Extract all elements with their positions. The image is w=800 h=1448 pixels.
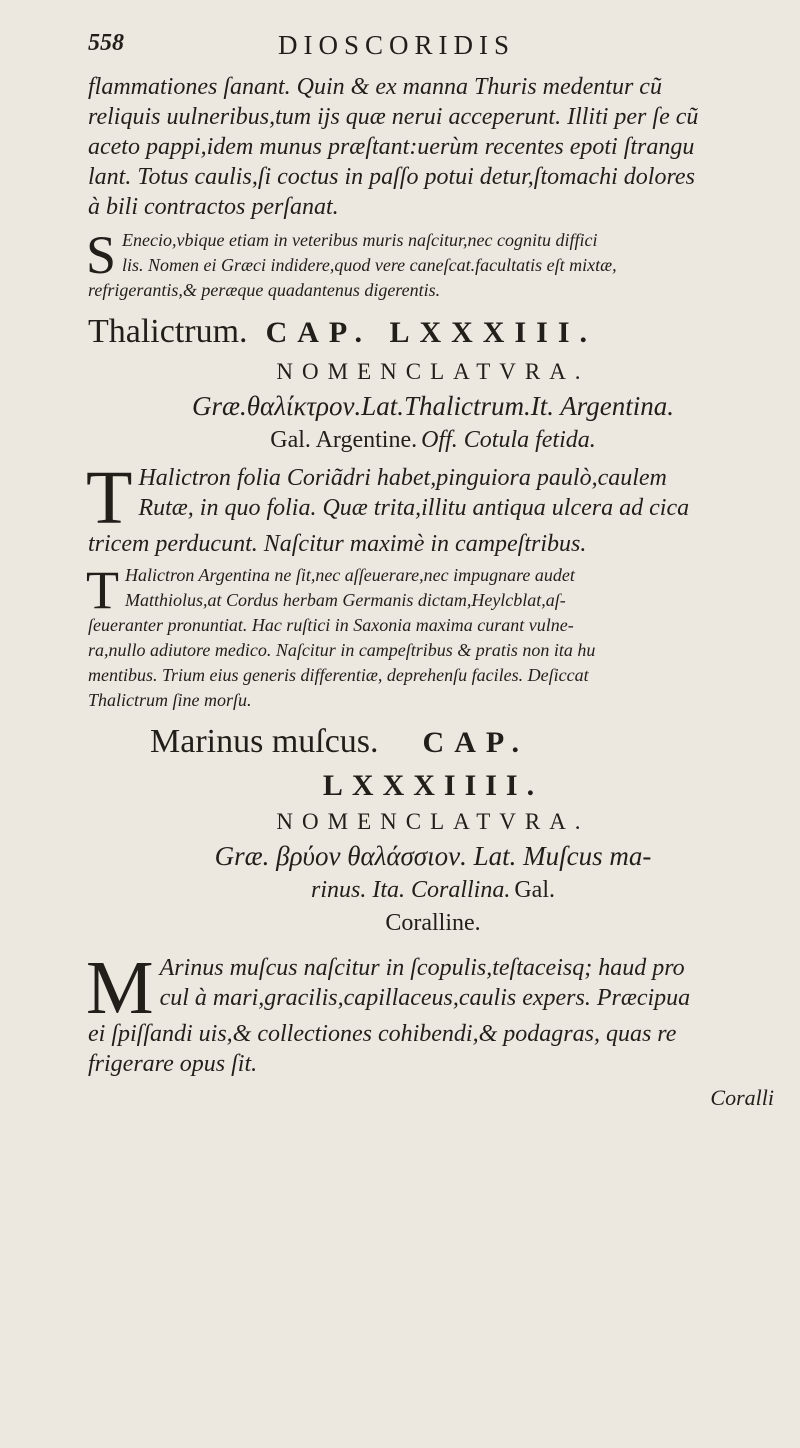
nomenclatura-heading: NOMENCLATVRA. <box>276 809 590 834</box>
text-line: lis. Nomen ei Græci indidere,quod vere caneſcat.facultatis eſt mixtæ, <box>122 255 617 275</box>
chapter-number: CAP. <box>422 726 529 759</box>
text-line: refrigerantis,& peræque quadantenus digerentis. <box>88 280 441 300</box>
paragraph-flammationes <box>88 72 778 222</box>
page-header <box>88 30 768 70</box>
text-line: Matthiolus,at Cordus herbam Germanis dictam,Heylcblat,aſ- <box>125 590 566 610</box>
synonyms-line <box>88 873 778 907</box>
text-line: tricem perducunt. Naſcitur maximè in campeſtribus. <box>88 531 587 557</box>
text-line: à bili contractos perſanat. <box>88 194 339 220</box>
page-number: 558 <box>88 30 124 56</box>
text-line: Rutæ, in quo folia. Quæ trita,illitu antiqua ulcera ad cica <box>138 495 690 521</box>
text-line: frigerare opus ſit. <box>88 1051 258 1077</box>
text-line: ei ſpiſſandi uis,& collectiones cohibendi,& podagras, quas re <box>88 1021 677 1047</box>
catchword: Coralli <box>710 1085 774 1110</box>
paragraph-senecio <box>86 225 778 303</box>
text-line: Thalictrum ſine morſu. <box>88 690 252 710</box>
drop-cap: M <box>86 946 154 1030</box>
text-line: aceto pappi,idem munus præſtant:uerùm recentes epoti ſtrangu <box>88 134 695 160</box>
text-line: reliquis uulneribus,tum ijs quæ nerui acceperunt. Illiti per ſe cũ <box>88 104 699 130</box>
running-head: DIOSCORIDIS <box>278 30 516 60</box>
text-line: Halictron folia Coriãdri habet,pinguiora paulò,caulem <box>138 465 667 491</box>
synonyms-line: Græ. βρύον θαλάσσιον. Lat. Muſcus ma- <box>214 841 652 871</box>
chapter-heading-thalictrum <box>88 313 778 351</box>
synonym-roman: Gal. Argentine. <box>270 427 418 453</box>
text-line: flammationes ſanant. Quin & ex manna Thuris medentur cũ <box>88 74 662 100</box>
synonym-italic: Off. Cotula fetida. <box>421 427 596 453</box>
text-line: Enecio,vbique etiam in veteribus muris naſcitur,nec cognitu diffici <box>122 230 598 250</box>
text-line: ra,nullo adiutore medico. Naſcitur in campeſtribus & pratis non ita hu <box>88 640 596 660</box>
synonyms-line: Græ.θαλίκτρον.Lat.Thalictrum.It. Argentina. <box>192 391 674 421</box>
drop-cap: T <box>86 456 133 540</box>
commentary-thalictrum <box>86 560 778 713</box>
chapter-heading-muscus <box>88 723 778 761</box>
body-text <box>88 72 778 1111</box>
drop-cap: T <box>86 560 119 620</box>
drop-cap: S <box>86 225 117 285</box>
text-line: Arinus muſcus naſcitur in ſcopulis,teſtaceisq; haud pro <box>159 955 685 981</box>
paragraph-muscus <box>86 946 778 1079</box>
chapter-number: CAP. LXXXIII. <box>265 316 597 349</box>
chapter-number-line: LXXXIIII. <box>322 769 544 802</box>
text-line: ſeueranter pronuntiat. Hac ruſtici in Saxonia maxima curant vulne- <box>88 615 574 635</box>
text-line: lant. Totus caulis,ſi coctus in paſſo potui detur,ſtomachi dolores <box>88 164 695 190</box>
chapter-title: Thalictrum. <box>88 313 248 350</box>
text-line: cul à mari,gracilis,capillaceus,caulis expers. Præcipua <box>159 985 691 1011</box>
text-line: Halictron Argentina ne ſit,nec aſſeuerare,nec impugnare audet <box>125 565 575 585</box>
paragraph-thalictrum <box>86 456 778 559</box>
text-line: mentibus. Trium eius generis differentiæ, deprehenſu faciles. Deſiccat <box>88 665 589 685</box>
synonyms-line: Coralline. <box>385 910 481 936</box>
chapter-title: Marinus muſcus. <box>150 723 379 760</box>
nomenclatura-heading: NOMENCLATVRA. <box>276 359 590 384</box>
synonym-italic: rinus. Ita. Corallina. <box>310 877 511 903</box>
synonyms-line <box>88 423 778 457</box>
synonym-roman: Gal. <box>514 877 555 903</box>
